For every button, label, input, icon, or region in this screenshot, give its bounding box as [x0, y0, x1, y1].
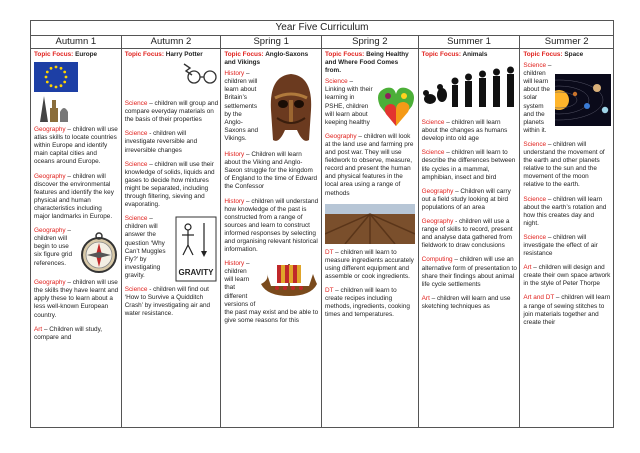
- text-block: Science –Linking with their learning in PSHE, children will learn about keeping healthy: [325, 78, 373, 126]
- term-heading-spring-1: Spring 1: [221, 36, 322, 48]
- text-block: Art – children will learn and use sketching techniques as: [421, 294, 511, 310]
- text-block: Geography – children will look at the land use and farming pre and post war. They will use fieldwork to observe, measure, record and present the human and physical features in the local area using a range of methods: [325, 132, 414, 197]
- term-heading-autumn-1: Autumn 1: [31, 36, 122, 48]
- fruit-heart-icon: [376, 78, 416, 130]
- text-block: History – children will understand how knowledge of the past is constructed from a range of sources and learn to construct informed responses by selecting and organising relevant historical information.: [224, 197, 319, 254]
- text-block: Geography - children will use a range of skills to record, present and analyse data gathered from fieldwork to draw conclusions: [421, 218, 513, 250]
- helmet-icon: [263, 70, 319, 146]
- text-block: History – Children will learn about the Viking and Anglo-Saxon struggle for the kingdom of England to the time of Edward the Confessor: [224, 151, 318, 191]
- solar-system-icon: [555, 74, 611, 126]
- glasses-scar-icon: [180, 62, 218, 84]
- term-header-row: [31, 36, 613, 49]
- text-block: Geography – children will use atlas skills to locate countries within Europe and identify main capital cities and oceans around Europe.: [34, 126, 118, 166]
- text-block: Science – children will learn about the earth’s rotation and how this creates day and night.: [523, 195, 607, 227]
- gravity-label: GRAVITY: [178, 268, 214, 278]
- topic-focus: Topic Focus: Space: [523, 51, 584, 58]
- text-block: Art – children will design and create their own space artwork in the style of Peter Thorpe: [523, 264, 611, 288]
- column-summer-1: [419, 49, 521, 427]
- column-spring-2: [322, 49, 419, 427]
- topic-focus: Topic Focus: Harry Potter: [124, 51, 203, 58]
- topic-focus: Topic Focus: Anglo-Saxons and Vikings: [224, 51, 309, 67]
- text-block: Science – children will answer the question ‘Why Can’t Muggles Fly?’ by investigating gravity.: [124, 215, 166, 279]
- text-block: History – children will learn that different versions of the past may exist and be able to give some reasons for this: [224, 260, 319, 324]
- term-heading-spring-2: Spring 2: [322, 36, 419, 48]
- text-block: Science – children will group and compare everyday materials on the basis of their properties: [124, 100, 219, 124]
- viking-ship-icon: [259, 260, 319, 300]
- human-evolution-icon: [422, 65, 518, 109]
- topic-focus: Topic Focus: Europe: [34, 51, 98, 58]
- text-block: Science - children will find out ‘How to Survive a Quidditch Crash’ by investigating air and water resistance.: [124, 285, 211, 318]
- text-block: Geography – children will discover the environmental features and identify the key physical and human characteristics including major landmarks in Europe.: [34, 172, 114, 221]
- topic-focus: Topic Focus: Being Healthy and Where Food Comes from.: [325, 51, 409, 75]
- farm-field-icon: [325, 204, 415, 244]
- text-block: Science – children will investigate the effect of air resistance: [523, 233, 598, 258]
- topic-focus: Topic Focus: Animals: [421, 51, 488, 58]
- text-block: Science – children will use their knowledge of solids, liquids and gases to decide how mixtures might be separated, including through filtering, sieving and evaporating.: [124, 160, 215, 209]
- column-autumn-1: [31, 49, 122, 427]
- compass-icon: [79, 227, 119, 277]
- text-block: Geography – children will begin to use six figure grid references.: [34, 227, 73, 267]
- term-heading-summer-1: Summer 1: [419, 36, 521, 48]
- column-summer-2: [520, 49, 613, 427]
- text-block: Computing – children will use an alternative form of presentation to share their findings about animal life cycle settlements: [421, 256, 517, 288]
- gravity-apple-icon: [174, 215, 218, 283]
- text-block: Science – children will learn about the changes as humans develop into old age: [421, 119, 508, 143]
- text-block: History – children will learn about Britain’s settlements by the Anglo-Saxons and Vikings.: [224, 70, 259, 142]
- text-block: Art – Children will study, compare and: [34, 325, 103, 341]
- page-title: Year Five Curriculum: [31, 21, 613, 36]
- curriculum-table: [30, 20, 614, 428]
- text-block: Science – children will learn about the solar system and the planets within it.: [523, 62, 552, 134]
- europe-flag-icon: [34, 62, 78, 92]
- text-block: DT – children will learn to measure ingredients accurately using different equipment and assemble or cook ingredients.: [325, 248, 414, 280]
- text-block: Science – children will understand the movement of the earth and other planets relative to the sun and the movement of the moon relative to the earth.: [523, 140, 605, 189]
- term-heading-summer-2: Summer 2: [544, 36, 589, 47]
- text-block: Geography – children will use the skills they have learnt and apply these to learn about a less well-known European country.: [34, 279, 119, 319]
- text-block: DT – children will learn to create recipes including methods, ingredients, cooking times and temperatures.: [325, 286, 410, 319]
- text-block: Geography – Children will carry out a field study looking at bird populations of an area: [421, 187, 511, 211]
- column-spring-1: [221, 49, 322, 427]
- text-block: Science – children will learn to describe the differences between life cycles in a mammal, amphibian, insect and bird: [421, 149, 516, 181]
- column-autumn-2: [122, 49, 222, 427]
- text-block: Art and DT – children will learn a range of sewing stitches to join materials together and create their: [523, 294, 611, 326]
- term-heading-autumn-2: Autumn 2: [122, 36, 222, 48]
- text-block: Science - children will investigate reversible and irreversible changes: [124, 130, 198, 154]
- landmarks-icon: [34, 94, 70, 124]
